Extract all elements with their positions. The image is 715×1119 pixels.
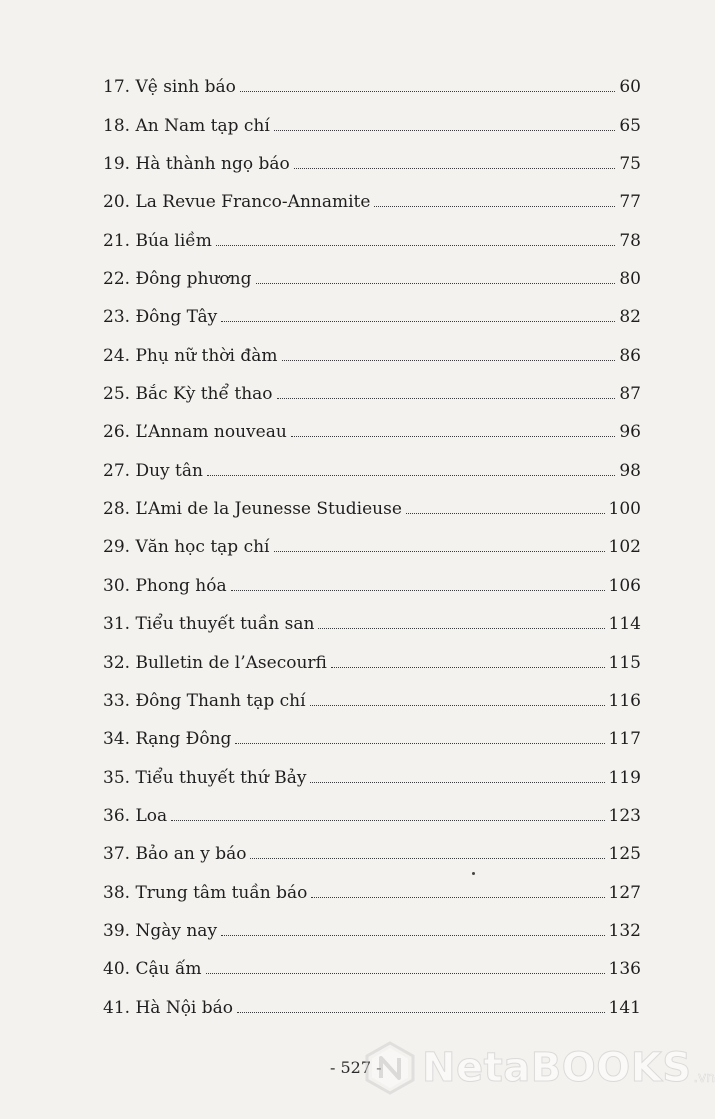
toc-entry — [103, 635, 641, 673]
toc-entry-number: 32. — [103, 652, 131, 673]
toc-entry-page: 119 — [608, 767, 641, 788]
toc-entry-number: 30. — [103, 575, 131, 596]
dot-leader — [231, 590, 605, 591]
toc-entry-title: Ngày nay — [135, 920, 218, 941]
toc-entry — [103, 942, 641, 980]
toc-entry-title: Duy tân — [135, 460, 203, 481]
ink-dot — [472, 872, 475, 875]
toc-entry-title: Đông phương — [135, 269, 252, 290]
toc-entry-title: Văn học tạp chí — [135, 537, 270, 558]
watermark — [362, 1040, 715, 1096]
toc-entry-number: 28. — [103, 499, 131, 520]
dot-leader — [310, 782, 604, 783]
toc-entry-title: Bulletin de l’Asecourfi — [135, 652, 327, 673]
dot-leader — [277, 398, 616, 399]
toc-entry-title: Trung tâm tuần báo — [135, 882, 308, 903]
toc-entry-page: 100 — [608, 499, 641, 520]
toc-entry-title: Phong hóa — [135, 575, 227, 596]
toc-entry-number: 26. — [103, 422, 131, 443]
toc-entry-title: Rạng Đông — [135, 729, 232, 750]
dot-leader — [310, 705, 605, 706]
toc-entry — [103, 290, 641, 328]
toc-entry-title: An Nam tạp chí — [135, 115, 270, 136]
toc-entry-number: 31. — [103, 614, 131, 635]
toc-entry — [103, 597, 641, 635]
dot-leader — [221, 321, 615, 322]
toc-entry — [103, 520, 641, 558]
toc-entry — [103, 750, 641, 788]
dot-leader — [235, 743, 604, 744]
toc-entry-number: 38. — [103, 882, 131, 903]
toc-entry — [103, 367, 641, 405]
toc-entry-number: 34. — [103, 729, 131, 750]
toc-entry — [103, 252, 641, 290]
toc-entry-page: 106 — [608, 575, 641, 596]
toc-entry-number: 24. — [103, 345, 131, 366]
toc-entry — [103, 827, 641, 865]
toc-entry — [103, 980, 641, 1018]
watermark-brand: NetaBOOKS — [422, 1045, 692, 1091]
toc-entry-title: La Revue Franco-Annamite — [135, 192, 371, 213]
toc-entry-title: Cậu ấm — [135, 959, 202, 980]
dot-leader — [207, 475, 615, 476]
dot-leader — [318, 628, 604, 629]
netabooks-logo-icon — [362, 1040, 418, 1096]
dot-leader — [256, 283, 616, 284]
toc-entry — [103, 98, 641, 136]
toc-entry-number: 18. — [103, 115, 131, 136]
toc-entry-page: 98 — [619, 460, 641, 481]
toc-entry — [103, 213, 641, 251]
toc-entry-title: Tiểu thuyết tuần san — [135, 614, 315, 635]
dot-leader — [274, 551, 605, 552]
toc-entry-page: 117 — [608, 729, 641, 750]
toc-entry-title: Hà Nội báo — [135, 997, 234, 1018]
toc-entry-page: 123 — [608, 805, 641, 826]
toc-entry — [103, 60, 641, 98]
toc-entry-number: 21. — [103, 230, 131, 251]
toc-entry-number: 23. — [103, 307, 131, 328]
dot-leader — [237, 1012, 605, 1013]
toc-entry-title: Vệ sinh báo — [135, 77, 236, 98]
toc-entry-page: 127 — [608, 882, 641, 903]
toc-entry — [103, 674, 641, 712]
toc-entry — [103, 137, 641, 175]
dot-leader — [171, 820, 604, 821]
toc-entry-title: Búa liềm — [135, 230, 212, 251]
toc-entry-page: 136 — [608, 959, 641, 980]
toc-entry — [103, 443, 641, 481]
toc-entry-number: 20. — [103, 192, 131, 213]
toc-entry-number: 39. — [103, 920, 131, 941]
dot-leader — [294, 168, 616, 169]
toc-entry — [103, 789, 641, 827]
toc-entry-title: Phụ nữ thời đàm — [135, 345, 278, 366]
toc-entry-title: Đông Tây — [135, 307, 218, 328]
dot-leader — [374, 206, 615, 207]
toc-entry-page: 87 — [619, 384, 641, 405]
dot-leader — [221, 935, 605, 936]
toc-entry — [103, 558, 641, 596]
toc-entry-page: 116 — [608, 690, 641, 711]
toc-entry-page: 77 — [619, 192, 641, 213]
toc-entry-page: 125 — [608, 844, 641, 865]
toc-entry-number: 35. — [103, 767, 131, 788]
toc-entry-number: 19. — [103, 154, 131, 175]
dot-leader — [291, 436, 616, 437]
toc-entry-number: 36. — [103, 805, 131, 826]
toc-entry-title: Tiểu thuyết thứ Bảy — [135, 767, 307, 788]
toc-entry-number: 27. — [103, 460, 131, 481]
dot-leader — [206, 973, 605, 974]
toc-entry-page: 115 — [608, 652, 641, 673]
toc-entry-title: Hà thành ngọ báo — [135, 154, 290, 175]
dot-leader — [274, 130, 616, 131]
toc-entry-number: 33. — [103, 690, 131, 711]
dot-leader — [216, 245, 615, 246]
toc-entry-number: 25. — [103, 384, 131, 405]
toc-entry-title: L’Ami de la Jeunesse Studieuse — [135, 499, 402, 520]
toc-entry — [103, 405, 641, 443]
toc-entry-title: L’Annam nouveau — [135, 422, 287, 443]
toc-entry-page: 96 — [619, 422, 641, 443]
toc-entry-number: 17. — [103, 77, 131, 98]
toc-entry-page: 102 — [608, 537, 641, 558]
toc-entry-number: 41. — [103, 997, 131, 1018]
toc-entry — [103, 328, 641, 366]
toc-entry-title: Bắc Kỳ thể thao — [135, 384, 273, 405]
toc-entry-title: Loa — [135, 805, 168, 826]
toc-entry-number: 37. — [103, 844, 131, 865]
toc-entry-number: 40. — [103, 959, 131, 980]
toc-entry — [103, 482, 641, 520]
toc-entry-title: Bảo an y báo — [135, 844, 247, 865]
toc-entry — [103, 865, 641, 903]
toc-entry-number: 22. — [103, 269, 131, 290]
toc-entry-page: 80 — [619, 269, 641, 290]
dot-leader — [240, 91, 615, 92]
dot-leader — [311, 897, 604, 898]
toc-entry-page: 86 — [619, 345, 641, 366]
toc-entry-page: 78 — [619, 230, 641, 251]
dot-leader — [250, 858, 604, 859]
toc-entry — [103, 904, 641, 942]
toc-entry-page: 114 — [608, 614, 641, 635]
dot-leader — [406, 513, 605, 514]
table-of-contents — [103, 60, 641, 1019]
toc-entry-page: 141 — [608, 997, 641, 1018]
page-number: - 527 - — [330, 1058, 382, 1077]
dot-leader — [331, 667, 605, 668]
toc-entry-page: 65 — [619, 115, 641, 136]
toc-entry-page: 75 — [619, 154, 641, 175]
watermark-suffix: .vn — [693, 1070, 715, 1086]
dot-leader — [282, 360, 616, 361]
toc-entry — [103, 712, 641, 750]
toc-entry-page: 82 — [619, 307, 641, 328]
toc-entry-page: 60 — [619, 77, 641, 98]
toc-entry — [103, 175, 641, 213]
toc-entry-title: Đông Thanh tạp chí — [135, 690, 306, 711]
toc-entry-number: 29. — [103, 537, 131, 558]
toc-entry-page: 132 — [608, 920, 641, 941]
